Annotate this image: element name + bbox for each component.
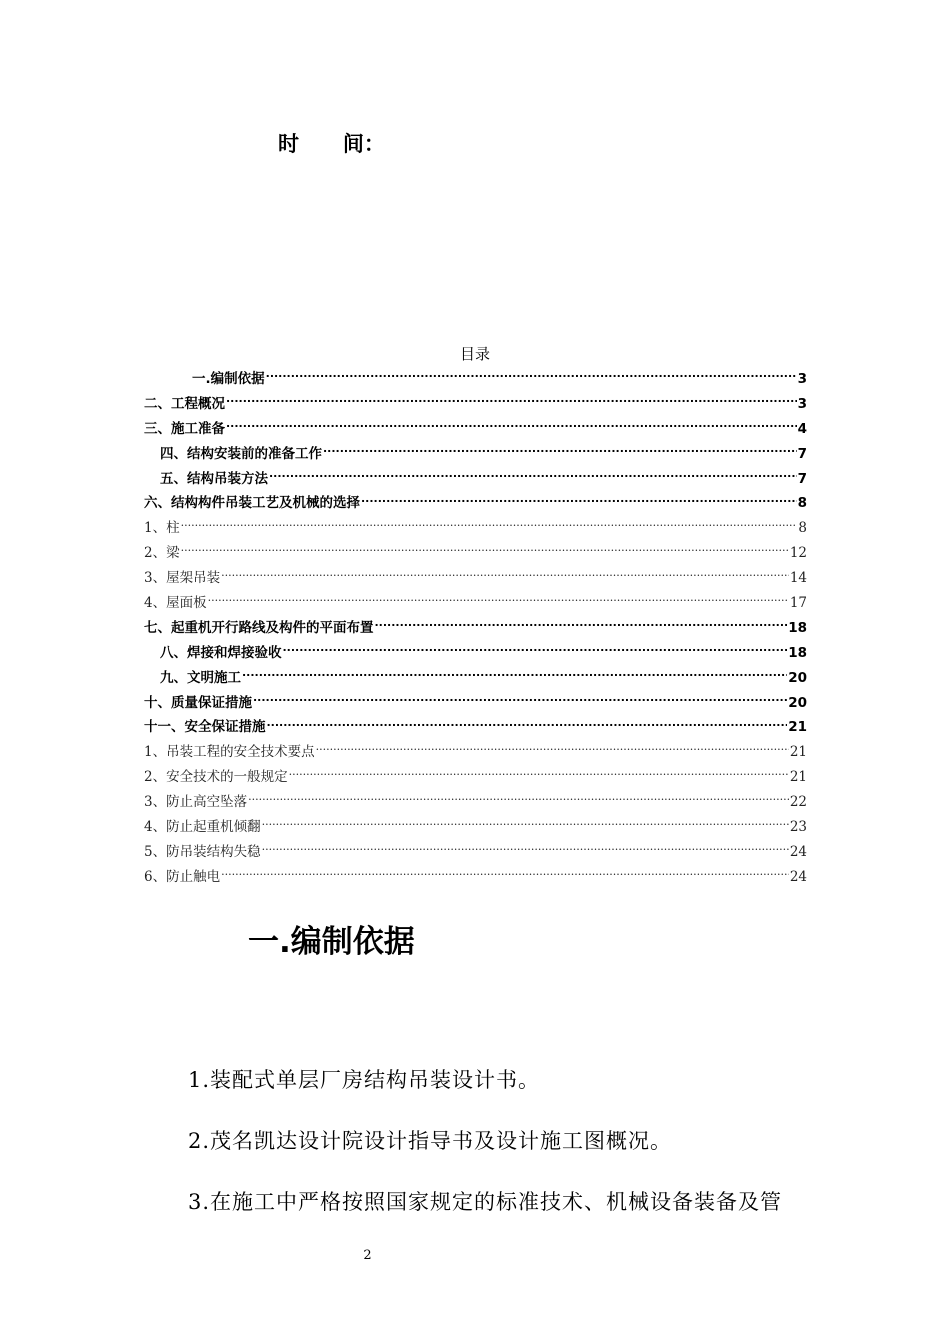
toc-entry-page: 24 [789, 843, 807, 860]
toc-entry[interactable] [144, 491, 807, 516]
toc-entry-page: 12 [789, 545, 807, 562]
toc-entry-page: 21 [789, 744, 807, 761]
toc-entry[interactable] [144, 740, 807, 765]
toc-entry-page: 17 [789, 595, 807, 612]
toc-title: 目录 [459, 345, 490, 363]
toc-entry[interactable] [144, 442, 807, 467]
toc-entry[interactable] [144, 691, 807, 716]
toc-leader-dots [226, 394, 797, 408]
toc-entry-label: 三、施工准备 [144, 420, 225, 437]
toc-leader-dots [316, 742, 789, 756]
toc-entry-label: 4、屋面板 [144, 595, 207, 612]
toc-leader-dots [208, 593, 789, 607]
toc-entry-label: 3、屋架吊装 [144, 570, 221, 587]
toc-leader-dots [361, 493, 797, 507]
toc-entry-label: 1、吊装工程的安全技术要点 [144, 744, 315, 761]
toc-leader-dots [269, 469, 797, 483]
table-of-contents [144, 367, 807, 890]
toc-entry[interactable] [144, 666, 807, 691]
toc-entry[interactable] [144, 541, 807, 566]
toc-entry-page: 20 [788, 669, 807, 686]
toc-leader-dots [283, 643, 788, 657]
toc-entry-page: 21 [789, 769, 807, 786]
section-heading: 一.编制依据 [248, 924, 415, 960]
toc-entry-page: 24 [789, 868, 807, 885]
paragraph-3: 3.在施工中严格按照国家规定的标准技术、机械设备装备及管 [188, 1190, 783, 1214]
toc-leader-dots [266, 369, 797, 383]
toc-entry-page: 20 [788, 694, 807, 711]
toc-entry[interactable] [144, 417, 807, 442]
toc-leader-dots [221, 867, 789, 881]
toc-entry-page: 22 [789, 794, 807, 811]
toc-entry[interactable] [144, 815, 807, 840]
toc-leader-dots [262, 817, 789, 831]
toc-leader-dots [248, 792, 789, 806]
toc-entry[interactable] [144, 641, 807, 666]
toc-entry-label: 2、安全技术的一般规定 [144, 769, 288, 786]
toc-entry-page: 18 [788, 619, 807, 636]
page-number: 2 [363, 1248, 372, 1263]
toc-entry[interactable] [144, 790, 807, 815]
toc-leader-dots [375, 618, 788, 632]
toc-entry-label: 6、防止触电 [144, 868, 221, 885]
toc-entry-page: 3 [797, 395, 807, 412]
time-label: 时 间： [278, 132, 385, 156]
toc-entry-label: 七、起重机开行路线及构件的平面布置 [144, 619, 374, 636]
toc-entry-label: 十、质量保证措施 [144, 694, 252, 711]
toc-entry-page: 21 [788, 719, 807, 736]
toc-entry-page: 7 [797, 470, 807, 487]
toc-entry[interactable] [144, 566, 807, 591]
toc-entry-label: 十一、安全保证措施 [144, 719, 266, 736]
toc-leader-dots [181, 518, 798, 532]
toc-entry-label: 六、结构构件吊装工艺及机械的选择 [144, 495, 360, 512]
toc-entry[interactable] [144, 516, 807, 541]
toc-entry-label: 八、焊接和焊接验收 [160, 644, 282, 661]
toc-leader-dots [323, 444, 797, 458]
toc-leader-dots [253, 693, 787, 707]
toc-entry-label: 1、柱 [144, 520, 180, 537]
toc-entry-page: 18 [788, 644, 807, 661]
toc-entry[interactable] [144, 715, 807, 740]
toc-leader-dots [267, 717, 788, 731]
toc-entry-page: 8 [797, 495, 807, 512]
toc-leader-dots [181, 543, 789, 557]
toc-entry-label: 2、梁 [144, 545, 180, 562]
toc-entry-page: 3 [797, 371, 807, 387]
toc-entry[interactable] [144, 865, 807, 890]
toc-entry-label: 3、防止高空坠落 [144, 794, 248, 811]
toc-entry[interactable] [144, 616, 807, 641]
toc-leader-dots [289, 767, 789, 781]
toc-entry[interactable] [144, 367, 807, 392]
toc-entry[interactable] [144, 765, 807, 790]
toc-entry[interactable] [144, 467, 807, 492]
paragraph-2: 2.茂名凯达设计院设计指导书及设计施工图概况。 [188, 1129, 673, 1153]
toc-entry-label: 二、工程概况 [144, 395, 225, 412]
toc-entry-page: 4 [797, 420, 807, 437]
toc-entry-label: 五、结构吊装方法 [160, 470, 268, 487]
toc-leader-dots [262, 842, 789, 856]
toc-entry-page: 7 [797, 445, 807, 462]
toc-leader-dots [242, 668, 787, 682]
toc-entry[interactable] [144, 392, 807, 417]
toc-entry-label: 一.编制依据 [192, 371, 265, 387]
toc-entry-page: 8 [798, 520, 807, 537]
paragraph-1: 1.装配式单层厂房结构吊装设计书。 [188, 1068, 541, 1092]
toc-leader-dots [226, 419, 797, 433]
toc-leader-dots [221, 568, 789, 582]
toc-entry[interactable] [144, 591, 807, 616]
toc-entry[interactable] [144, 840, 807, 865]
toc-entry-page: 23 [789, 819, 807, 836]
toc-entry-label: 四、结构安装前的准备工作 [160, 445, 322, 462]
toc-entry-label: 九、文明施工 [160, 669, 241, 686]
toc-entry-page: 14 [789, 570, 807, 587]
toc-entry-label: 5、防吊装结构失稳 [144, 843, 261, 860]
toc-entry-label: 4、防止起重机倾翻 [144, 819, 261, 836]
